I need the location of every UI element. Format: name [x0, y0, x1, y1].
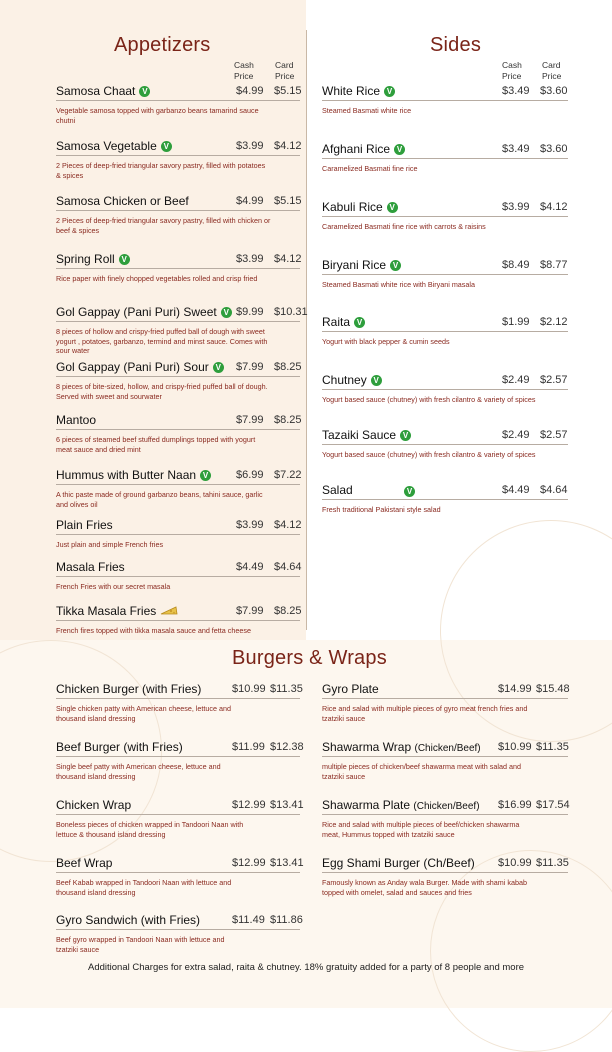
item-description: Yogurt with black pepper & cumin seeds [322, 337, 450, 346]
menu-item-biryani-rice [322, 258, 568, 308]
item-name-text: Mantoo [56, 413, 97, 427]
item-name [322, 315, 365, 329]
vegetarian-icon: V [404, 486, 415, 497]
cash-price: $14.99 [498, 683, 532, 695]
vegetarian-icon: V [119, 254, 130, 265]
item-name-text: Spring Roll [56, 252, 115, 266]
item-description: Beef Kabab wrapped in Tandoori Naan with lettuce and thousand island dressing [56, 878, 232, 897]
cash-price: $10.99 [498, 741, 532, 753]
item-description: Caramelized Basmati fine rice [322, 164, 418, 173]
menu-item-salad [322, 483, 568, 533]
item-description: French fires topped with tikka masala sauce and fetta cheese [56, 626, 251, 635]
item-name-text: Afghani Rice [322, 142, 391, 156]
menu-item-tazaiki-sauce [322, 428, 568, 478]
card-price: $4.12 [274, 140, 302, 152]
item-name [56, 798, 131, 812]
menu-item-raita [322, 315, 568, 365]
card-price: $12.38 [270, 741, 304, 753]
menu-item-hummus-with-butter-naan [56, 468, 300, 518]
item-name-text: Raita [322, 315, 351, 329]
card-price: $10.31 [274, 306, 308, 318]
item-name [322, 84, 395, 98]
sides-cash-header: Cash Price [502, 60, 522, 81]
item-name-text: Gyro Plate [322, 682, 379, 696]
menu-item-beef-wrap [56, 856, 304, 906]
card-price: $8.25 [274, 361, 302, 373]
item-description: Boneless pieces of chicken wrapped in Tandoori Naan with lettuce & thousand island dressing [56, 820, 244, 839]
item-name [56, 252, 130, 266]
card-price: $8.25 [274, 414, 302, 426]
card-price: $2.12 [540, 316, 568, 328]
item-name [322, 798, 480, 812]
item-description: 8 pieces of hollow and crispy-fried puffed ball of dough with sweet yogurt , potatoes, garbanzo, termind and minst sauce. Comes with sour water [56, 327, 268, 355]
item-name-text: Gol Gappay (Pani Puri) Sweet [56, 305, 217, 319]
footer-note: Additional Charges for extra salad, raita & chutney. 18% gratuity added for a party of 8 people and more [87, 962, 525, 973]
item-description: 6 pieces of steamed beef stuffed dumplings topped with yogurt meat sauce and dried mint [56, 435, 256, 454]
cash-price: $7.99 [236, 605, 264, 617]
card-price: $5.15 [274, 195, 302, 207]
item-name-text: Plain Fries [56, 518, 113, 532]
item-description: Steamed Basmati white rice with Biryani masala [322, 280, 475, 289]
cash-price: $10.99 [232, 683, 266, 695]
card-price: $15.48 [536, 683, 570, 695]
card-price: $13.41 [270, 857, 304, 869]
item-name [56, 360, 224, 374]
menu-item-mantoo [56, 413, 300, 463]
vegetarian-icon: V [221, 307, 232, 318]
item-name [56, 856, 112, 870]
item-name-text: Hummus with Butter Naan [56, 468, 197, 482]
item-name [322, 428, 411, 442]
item-name-text: Samosa Chicken or Beef [56, 194, 189, 208]
menu-item-spring-roll [56, 252, 300, 302]
item-subtitle: (Chicken/Beef) [414, 743, 481, 754]
item-description: Vegetable samosa topped with garbanzo beans tamarind sauce chutni [56, 106, 259, 125]
cash-price: $6.99 [236, 469, 264, 481]
item-name-text: Salad [322, 483, 353, 497]
vegetarian-icon: V [384, 86, 395, 97]
item-name [56, 682, 201, 696]
menu-item-white-rice [322, 84, 568, 134]
vegetarian-icon: V [161, 141, 172, 152]
item-name-text: Samosa Chaat [56, 84, 136, 98]
vegetarian-icon: V [390, 260, 401, 271]
item-name-text: Masala Fries [56, 560, 125, 574]
item-description: Rice and salad with multiple pieces of gyro meat french fries and tzatziki sauce [322, 704, 528, 723]
item-name [322, 856, 475, 870]
item-name [56, 413, 96, 427]
cash-price: $3.99 [502, 201, 530, 213]
item-description: Beef gyro wrapped in Tandoori Naan with lettuce and tzatziki sauce [56, 935, 225, 954]
card-price: $4.64 [274, 561, 302, 573]
item-name-text: Samosa Vegetable [56, 139, 157, 153]
card-price: $2.57 [540, 429, 568, 441]
item-description: French Fries with our secret masala [56, 582, 171, 591]
item-name [322, 682, 379, 696]
card-price: $11.35 [536, 741, 569, 753]
item-name [322, 740, 481, 754]
menu-item-tikka-masala-fries [56, 604, 300, 654]
item-name-text: Shawarma Wrap [322, 740, 412, 754]
item-description: Caramelized Basmati fine rice with carrots & raisins [322, 222, 486, 231]
menu-item-kabuli-rice [322, 200, 568, 250]
card-price: $17.54 [536, 799, 570, 811]
cash-price: $9.99 [236, 306, 264, 318]
card-price: $4.12 [274, 519, 302, 531]
item-name-text: Egg Shami Burger (Ch/Beef) [322, 856, 475, 870]
vegetarian-icon: V [371, 375, 382, 386]
cash-price: $12.99 [232, 857, 266, 869]
item-name [322, 200, 398, 214]
cheese-icon [160, 605, 178, 616]
menu-item-gyro-sandwich-with-fries [56, 913, 303, 963]
card-price: $11.35 [536, 857, 569, 869]
item-description: Fresh traditional Pakistani style salad [322, 505, 441, 514]
cash-price: $16.99 [498, 799, 532, 811]
card-price: $8.25 [274, 605, 302, 617]
item-description: Rice and salad with multiple pieces of beef/chicken shawarma meat, Hummus topped with tzatziki sauce [322, 820, 520, 839]
menu-item-samosa-chaat [56, 84, 300, 134]
item-description: Yogurt based sauce (chutney) with fresh cilantro & variety of spices [322, 450, 536, 459]
cash-price: $4.49 [236, 561, 264, 573]
item-name-text: Kabuli Rice [322, 200, 383, 214]
cash-price: $7.99 [236, 361, 264, 373]
item-description: A thic paste made of ground garbanzo beans, tahini sauce, garlic and olives oil [56, 490, 263, 509]
item-name-text: White Rice [322, 84, 381, 98]
item-name [56, 84, 150, 98]
column-divider [306, 30, 307, 630]
menu-item-afghani-rice [322, 142, 568, 192]
cash-price: $8.49 [502, 259, 530, 271]
item-description: Rice paper with finely chopped vegetables rolled and crisp fried [56, 274, 258, 283]
cash-price: $11.99 [232, 741, 265, 753]
menu-item-egg-shami-burger-ch-beef [322, 856, 568, 906]
item-name-text: Gyro Sandwich (with Fries) [56, 913, 201, 927]
item-name-text: Tikka Masala Fries [56, 604, 157, 618]
item-name [322, 373, 382, 387]
vegetarian-icon: V [400, 430, 411, 441]
item-name [56, 468, 211, 482]
vegetarian-icon: V [354, 317, 365, 328]
burgers-title: Burgers & Wraps [232, 647, 387, 669]
item-description: 2 Pieces of deep-fried triangular savory pastry, filled with chicken or beef & spices [56, 216, 271, 235]
card-price: $8.77 [540, 259, 568, 271]
cash-price: $3.49 [502, 143, 530, 155]
card-price: $4.12 [540, 201, 568, 213]
item-description: Just plain and simple French fries [56, 540, 164, 549]
item-name-text: Beef Burger (with Fries) [56, 740, 183, 754]
item-name [56, 194, 189, 208]
item-name [56, 560, 125, 574]
item-name [56, 604, 178, 618]
cash-price: $3.49 [502, 85, 530, 97]
item-name-text: Tazaiki Sauce [322, 428, 397, 442]
item-description: 8 pieces of bite-sized, hollow, and crispy-fried puffed ball of dough. Served with sweet and sourwater [56, 382, 268, 401]
item-name [56, 518, 113, 532]
item-subtitle: (Chicken/Beef) [413, 801, 480, 812]
cash-price: $4.99 [236, 195, 264, 207]
item-description: multiple pieces of chicken/beef shawarma meat with salad and tzatziki sauce [322, 762, 521, 781]
item-name [322, 483, 353, 497]
appetizers-title: Appetizers [114, 34, 211, 56]
cash-price: $3.99 [236, 140, 264, 152]
item-description: Single beef patty with American cheese, lettuce and thousand island dressing [56, 762, 221, 781]
card-price: $11.86 [270, 914, 303, 926]
menu-item-chutney [322, 373, 568, 423]
item-description: Yogurt based sauce (chutney) with fresh cilantro & variety of spices [322, 395, 536, 404]
cash-price: $3.99 [236, 519, 264, 531]
cash-price: $3.99 [236, 253, 264, 265]
card-price: $13.41 [270, 799, 304, 811]
card-price: $7.22 [274, 469, 302, 481]
item-name [56, 305, 232, 319]
item-name-text: Chutney [322, 373, 367, 387]
item-description: Famously known as Anday wala Burger. Made with shami kabab topped with omelet, salad and sauces and fries [322, 878, 527, 897]
vegetarian-icon: V [394, 144, 405, 155]
menu-item-gol-gappay-pani-puri-sweet [56, 305, 308, 355]
card-price: $4.12 [274, 253, 302, 265]
card-price: $4.64 [540, 484, 568, 496]
card-price: $3.60 [540, 85, 568, 97]
item-name-text: Beef Wrap [56, 856, 113, 870]
item-name [322, 142, 405, 156]
sides-title: Sides [430, 34, 482, 56]
card-price: $5.15 [274, 85, 302, 97]
cash-price: $7.99 [236, 414, 264, 426]
cash-price: $4.49 [502, 484, 530, 496]
cash-price: $12.99 [232, 799, 266, 811]
item-name-text: Biryani Rice [322, 258, 387, 272]
menu-item-masala-fries [56, 560, 300, 610]
item-name [322, 258, 401, 272]
item-name-text: Gol Gappay (Pani Puri) Sour [56, 360, 209, 374]
card-price: $2.57 [540, 374, 568, 386]
cash-price: $11.49 [232, 914, 265, 926]
sides-card-header: Card Price [542, 60, 562, 81]
item-name [56, 740, 183, 754]
cash-price: $10.99 [498, 857, 532, 869]
menu-item-beef-burger-with-fries [56, 740, 304, 790]
menu-item-samosa-chicken-or-beef [56, 194, 300, 244]
card-price: $11.35 [270, 683, 303, 695]
menu-item-shawarma-wrap [322, 740, 568, 790]
vegetarian-icon: V [387, 202, 398, 213]
menu-item-gyro-plate [322, 682, 568, 732]
menu-item-gol-gappay-pani-puri-sour [56, 360, 300, 410]
menu-item-chicken-wrap [56, 798, 304, 848]
item-name-text: Shawarma Plate [322, 798, 411, 812]
item-description: 2 Pieces of deep-fried triangular savory pastry, filled with potatoes & spices [56, 161, 266, 180]
item-description: Steamed Basmati white rice [322, 106, 412, 115]
cash-price: $2.49 [502, 374, 530, 386]
item-name-text: Chicken Burger (with Fries) [56, 682, 202, 696]
item-underline [322, 483, 568, 500]
appetizers-cash-header: Cash Price [234, 60, 254, 81]
cash-price: $2.49 [502, 429, 530, 441]
menu-item-samosa-vegetable [56, 139, 300, 189]
menu-item-chicken-burger-with-fries [56, 682, 303, 732]
vegetarian-icon: V [200, 470, 211, 481]
item-name [56, 913, 200, 927]
vegetarian-icon: V [139, 86, 150, 97]
cash-price: $4.99 [236, 85, 264, 97]
appetizers-card-header: Card Price [275, 60, 295, 81]
cash-price: $1.99 [502, 316, 530, 328]
item-name-text: Chicken Wrap [56, 798, 132, 812]
vegetarian-icon: V [213, 362, 224, 373]
menu-item-shawarma-plate [322, 798, 568, 848]
card-price: $3.60 [540, 143, 568, 155]
item-name [56, 139, 172, 153]
item-description: Single chicken patty with American cheese, lettuce and thousand island dressing [56, 704, 231, 723]
